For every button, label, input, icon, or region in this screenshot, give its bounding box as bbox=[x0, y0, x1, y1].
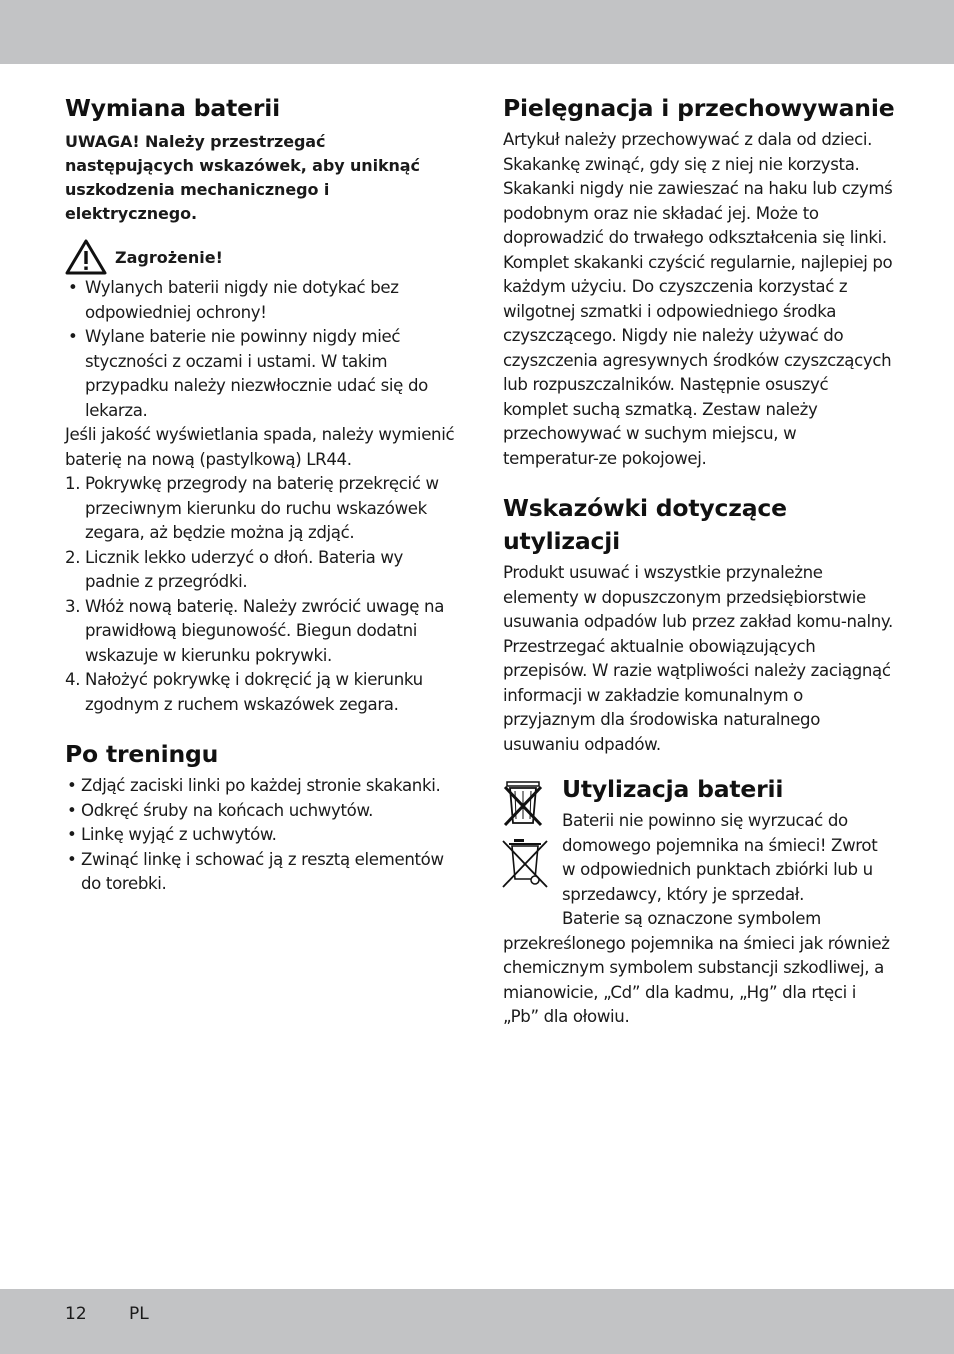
battery-disposal-section bbox=[503, 773, 895, 1030]
list-item: • Odkręć śruby na końcach uchwytów. bbox=[65, 799, 455, 824]
list-item: • Linkę wyjąć z uchwytów. bbox=[65, 823, 455, 848]
danger-label: Zagrożenie! bbox=[115, 247, 223, 267]
right-column bbox=[503, 92, 895, 1030]
battery-disposal-heading: Utylizacja baterii bbox=[562, 775, 784, 803]
disposal-paragraph: Produkt usuwać i wszystkie przynależne elementy w dopuszczonym przedsiębiorstwie usuwania odpadów lub przez zakład komu-nalny. Przestrzegać aktualnie obowiązujących przepisów. W razie wątpliwości należy zaciągnąć informacji w zakładzie komunalnym o przyjaznym dla środowiska naturalnego usuwaniu odpadów. bbox=[503, 563, 893, 754]
danger-notice bbox=[65, 238, 455, 276]
left-column bbox=[65, 92, 455, 897]
care-paragraph-1: Artykuł należy przechowywać z dala od dzieci. Skakankę zwinąć, gdy się z niej nie korzysta. Skakanki nigdy nie zawieszać na haku lub czymś podobnym oraz nie składać jej. Może to doprowadzić do trwałego odkształcenia się linki. bbox=[503, 130, 893, 247]
disposal-icons bbox=[501, 779, 553, 889]
crossed-bin-icon bbox=[501, 779, 545, 827]
language-code: PL bbox=[129, 1304, 149, 1324]
warning-triangle-icon bbox=[65, 239, 107, 275]
care-paragraph-2: Komplet skakanki czyścić regularnie, najlepiej po każdym użyciu. Do czyszczenia korzystać z wilgotnej szmatki i odpowiedniego środka czyszczącego. Nigdy nie należy używać do czyszczenia agresywnych środków czyszczących lub rozpuszczalników. Następnie osuszyć komplet suchą szmatką. Zestaw należy przechowywać w suchym miejscu, w temperatur-ze pokojowej. bbox=[503, 252, 893, 468]
battery-intro: Jeśli jakość wyświetlania spada, należy wymienić baterię na nową (pastylkową) LR44. bbox=[65, 425, 455, 469]
list-item: 1. Pokrywkę przegrody na baterię przekręcić w przeciwnym kierunku do ruchu wskazówek zegara, aż będzie można ją zdjąć. bbox=[65, 474, 439, 542]
list-item: 2. Licznik lekko uderzyć o dłoń. Bateria wy padnie z przegródki. bbox=[65, 547, 404, 591]
after-training-heading: Po treningu bbox=[65, 740, 219, 768]
care-storage-heading: Pielęgnacja i przechowywanie bbox=[503, 94, 895, 122]
list-item: 3. Włóż nową baterię. Należy zwrócić uwagę na prawidłową biegunowość. Biegun dodatni wskazuje w kierunku pokrywki. bbox=[65, 596, 445, 665]
list-item: • Zwinąć linkę i schować ją z resztą elementów do torebki. bbox=[65, 848, 455, 897]
battery-steps bbox=[65, 472, 455, 717]
battery-replacement-heading: Wymiana baterii bbox=[65, 94, 280, 122]
page-number: 12 bbox=[65, 1304, 87, 1324]
crossed-wheelie-bin-icon bbox=[501, 835, 549, 889]
after-training-list bbox=[65, 774, 455, 897]
battery-disposal-paragraph-1: Baterii nie powinno się wyrzucać do domowego pojemnika na śmieci! Zwrot w odpowiednich punktach zbiórki lub u sprzedawcy, który je sprzedał. bbox=[562, 811, 878, 904]
list-item: • Wylanych baterii nigdy nie dotykać bez odpowiedniej ochrony! bbox=[65, 276, 455, 325]
battery-disposal-paragraph-2: przekreślonego pojemnika na śmieci jak również chemicznym symbolem substancji szkodliwej, a mianowicie, „Cd” dla kadmu, „Hg” dla rtęci i „Pb” dla ołowiu. bbox=[503, 933, 890, 1026]
battery-warning: UWAGA! Należy przestrzegać następujących wskazówek, aby uniknąć uszkodzenia mechanicznego i elektrycznego. bbox=[65, 132, 420, 223]
list-item: 4. Nałożyć pokrywkę i dokręcić ją w kierunku zgodnym z ruchem wskazówek zegara. bbox=[65, 670, 423, 714]
list-item: • Zdjąć zaciski linki po każdej stronie skakanki. bbox=[65, 774, 455, 799]
disposal-heading: Wskazówki dotyczące utylizacji bbox=[503, 494, 787, 555]
danger-list bbox=[65, 276, 455, 423]
battery-disposal-lead: Baterie są oznaczone symbolem bbox=[562, 909, 821, 928]
header-bar bbox=[0, 0, 954, 64]
list-item: • Wylane baterie nie powinny nigdy mieć styczności z oczami i ustami. W takim przypadku należy niezwłocznie udać się do lekarza. bbox=[65, 325, 455, 423]
